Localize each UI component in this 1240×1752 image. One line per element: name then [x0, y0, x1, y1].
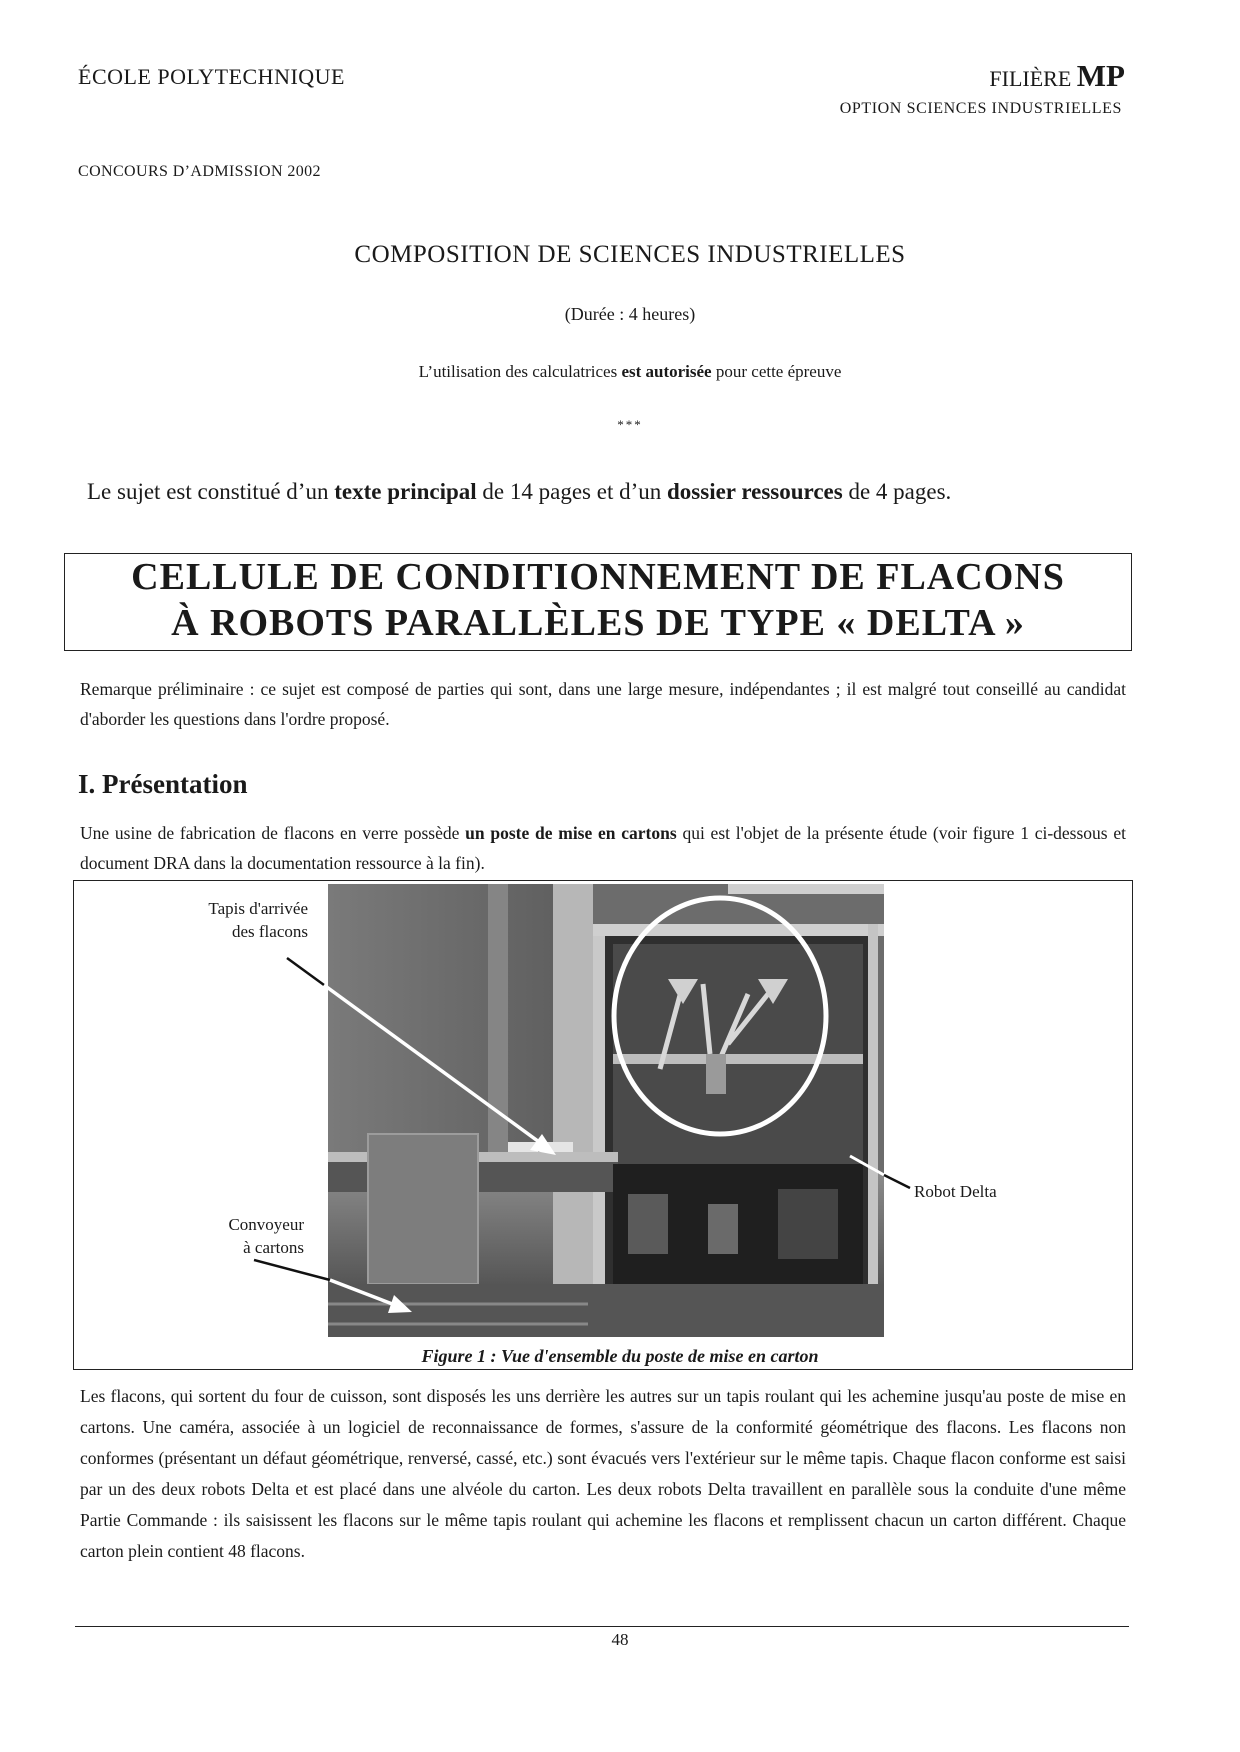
- sujet-part-1: Le sujet est constitué d’un: [87, 479, 335, 504]
- section-intro: [80, 818, 1126, 878]
- filiere-heading: [989, 58, 1125, 94]
- label-tapis-line-1: Tapis d'arrivée: [208, 899, 308, 918]
- preliminary-remark: Remarque préliminaire : ce sujet est composé de parties qui sont, dans une large mesure, indépendantes ; il est malgré tout conseillé au candidat d'aborder les questions dans l'ordre proposé.: [80, 679, 1126, 729]
- sujet-part-3: de 4 pages.: [842, 479, 952, 504]
- calculator-notice: [0, 362, 1240, 382]
- body-paragraph: Les flacons, qui sortent du four de cuisson, sont disposés les uns derrière les autres sur un tapis roulant qui les achemine jusqu'au poste de mise en cartons. Une caméra, associée à un logiciel de reconnaissance de formes, s'assure de la conformité géométrique des flacons. Les flacons non conformes (présentant un défaut géométrique, renversé, cassé, etc.) sont évacués vers l'extérieur sur le même tapis. Chaque flacon conforme est saisi par un des deux robots Delta et est placé dans une alvéole du carton. Les deux robots Delta travaillent en parallèle sous la conduite d'une même Partie Commande : ils saisissent les flacons sur le même tapis roulant qui achemine les flacons et remplissent chacun un carton différent. Chaque carton plein contient 48 flacons.: [80, 1386, 1126, 1561]
- exam-duration: (Durée : 4 heures): [564, 304, 696, 324]
- label-convoyeur-line-2: à cartons: [243, 1238, 304, 1257]
- page-number: 48: [611, 1630, 629, 1649]
- option-label: OPTION SCIENCES INDUSTRIELLES: [839, 100, 1122, 117]
- main-title-box: [64, 553, 1132, 651]
- filiere-prefix: FILIÈRE: [989, 66, 1072, 91]
- intro-bold: un poste de mise en cartons: [465, 823, 677, 843]
- sujet-bold-1: texte principal: [334, 479, 477, 504]
- calc-prefix: L’utilisation des calculatrices: [418, 362, 622, 381]
- filiere-name: MP: [1076, 58, 1125, 93]
- separator-stars: ***: [617, 417, 643, 432]
- label-convoyeur-line-1: Convoyeur: [228, 1215, 304, 1234]
- sujet-part-2: de 14 pages et d’un: [476, 479, 667, 504]
- footer-rule: [75, 1626, 1129, 1627]
- delta-robot-photo: [328, 884, 884, 1337]
- calc-suffix: pour cette épreuve: [711, 362, 842, 381]
- section-heading: I. Présentation: [78, 769, 248, 799]
- main-title-line-2: À ROBOTS PARALLÈLES DE TYPE « DELTA »: [171, 602, 1025, 644]
- calc-bold: est autorisée: [621, 362, 712, 381]
- label-tapis-line-2: des flacons: [231, 922, 308, 941]
- school-name: ÉCOLE POLYTECHNIQUE: [78, 64, 345, 89]
- exam-title: COMPOSITION DE SCIENCES INDUSTRIELLES: [354, 241, 906, 268]
- label-convoyeur: [228, 1213, 304, 1259]
- concours-label: CONCOURS D’ADMISSION 2002: [78, 163, 321, 180]
- sujet-bold-2: dossier ressources: [667, 479, 843, 504]
- label-robot: Robot Delta: [914, 1182, 997, 1201]
- intro-part-1: Une usine de fabrication de flacons en verre possède: [80, 823, 466, 843]
- intro-part-2: qui est l'objet de la présente étude (voir figure 1 ci-dessous et document DRA dans la documentation ressource à la fin).: [80, 823, 1126, 873]
- main-title-line-1: CELLULE DE CONDITIONNEMENT DE FLACONS: [131, 556, 1065, 598]
- label-tapis: [208, 897, 308, 943]
- figure-caption: Figure 1 : Vue d'ensemble du poste de mise en carton: [421, 1346, 819, 1366]
- subject-composition: [87, 479, 951, 505]
